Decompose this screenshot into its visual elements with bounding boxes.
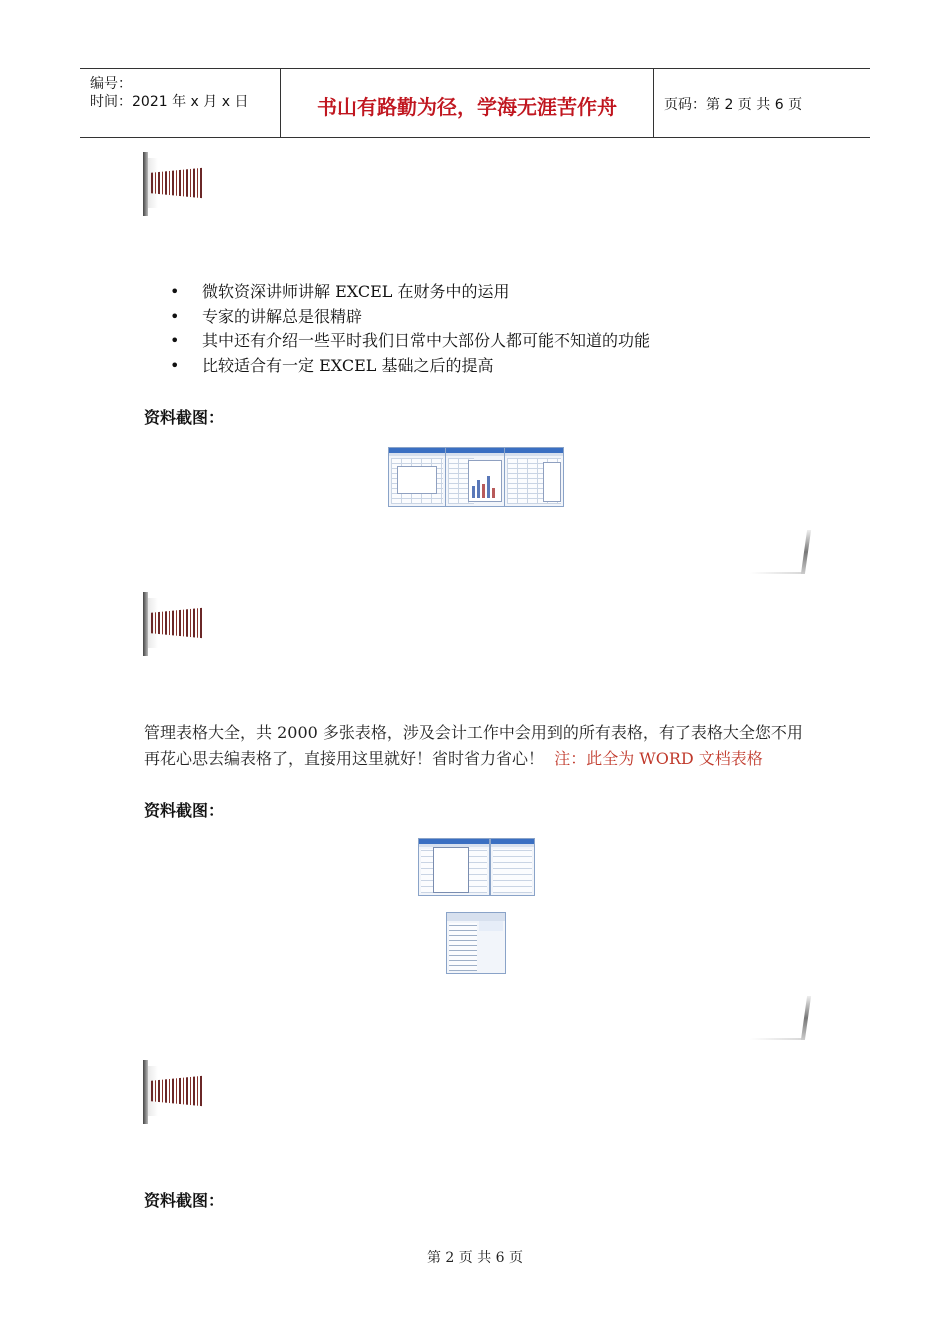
list-item: • 专家的讲解总是很精辟 [168,305,868,330]
list-item: • 比较适合有一定 EXCEL 基础之后的提高 [168,354,868,379]
header-motto: 书山有路勤为径，学海无涯苦作舟 [317,95,617,119]
note-text: 注：此全为 WORD 文档表格 [554,749,763,768]
screenshot-thumbnail [445,447,505,507]
description-paragraph [144,720,814,772]
section-banner-image [143,1060,205,1124]
page-footer: 第 2 页 共 6 页 [426,1250,524,1266]
section-banner-image [143,152,205,216]
signature-mark [750,530,810,578]
list-item: • 微软资深讲师讲解 EXCEL 在财务中的运用 [168,280,868,305]
screenshot-thumbnail [490,838,535,896]
section-banner-image [143,592,205,656]
page-header [80,68,870,138]
screenshot-thumbnail [418,838,490,896]
screenshot-thumbnail [504,447,564,507]
document-number-label: 编号： [90,76,132,92]
screenshot-thumbnail [446,912,506,974]
document-date-label: 时间：2021 年 x 月 x 日 [90,94,249,110]
header-motto-cell [281,69,654,137]
screenshot-thumbnail-group [388,447,563,507]
screenshot-thumbnail [388,447,446,507]
screenshot-label: 资料截图： [144,408,225,427]
header-page-number: 页码：第 2 页 共 6 页 [664,97,803,113]
screenshot-label: 资料截图： [144,1191,225,1210]
signature-mark [750,996,810,1044]
header-meta-cell [80,69,281,137]
screenshot-thumbnail-group [418,838,534,898]
screenshot-label: 资料截图： [144,801,225,820]
paragraph-text: 管理表格大全，共 2000 多张表格，涉及会计工作中会用到的所有表格，有了表格大全您不用再花心思去编表格了，直接用这里就好！省时省力省心！ [144,723,803,768]
list-item: • 其中还有介绍一些平时我们日常中大部份人都可能不知道的功能 [168,329,868,354]
feature-bullet-list [168,280,868,378]
header-page-cell [654,69,870,137]
